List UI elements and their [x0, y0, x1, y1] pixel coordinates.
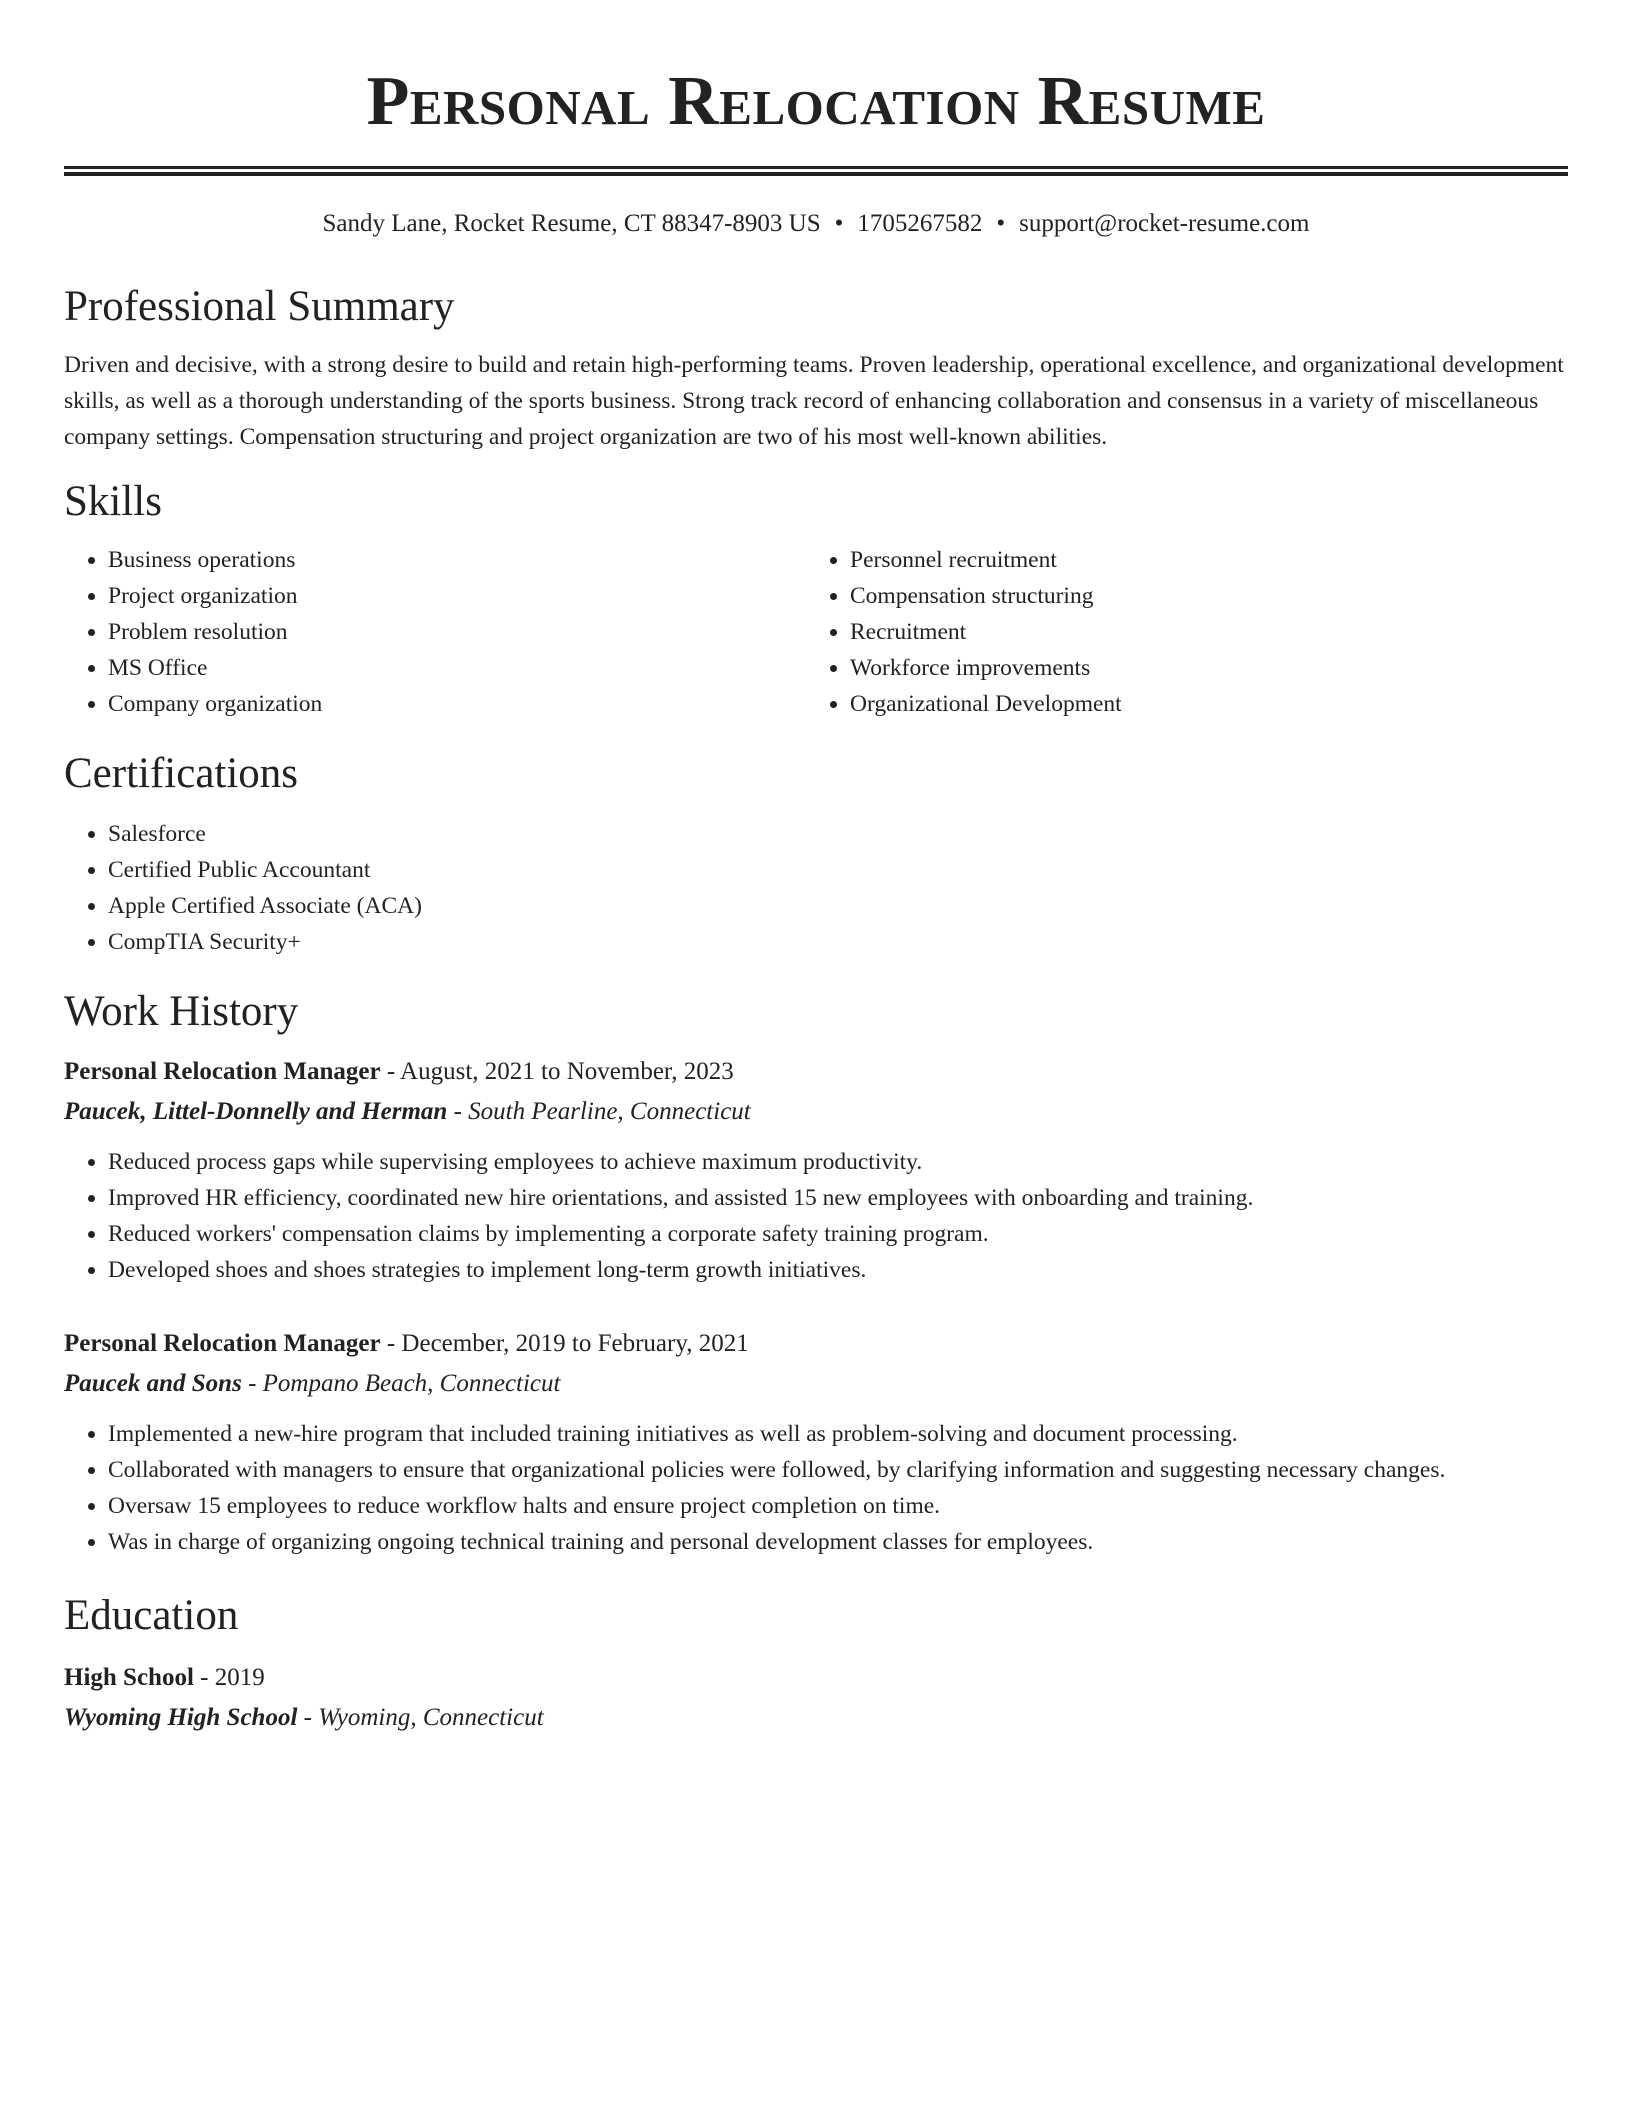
job-duties-list — [64, 1144, 1568, 1288]
duty-item: • Reduced workers' compensation claims by implementing a corporate safety training program. — [108, 1216, 1568, 1252]
duty-item: • Was in charge of organizing ongoing technical training and personal development classes for employees. — [108, 1524, 1568, 1560]
job-entry — [64, 1052, 1568, 1288]
education-school: Wyoming High School — [64, 1704, 298, 1731]
job-company-line — [64, 1364, 1568, 1404]
duty-item: • Improved HR efficiency, coordinated new hire orientations, and assisted 15 new employees with onboarding and training. — [108, 1180, 1568, 1216]
skill-item: • Company organization — [108, 686, 806, 722]
education-degree-line — [64, 1658, 1568, 1698]
skills-list-right — [806, 542, 1568, 722]
education-entry — [64, 1658, 1568, 1738]
education-location: - Wyoming, Connecticut — [297, 1704, 544, 1731]
job-location: - Pompano Beach, Connecticut — [241, 1370, 561, 1397]
skill-item: • Organizational Development — [850, 686, 1568, 722]
summary-heading: Professional Summary — [64, 283, 455, 330]
job-duties-list — [64, 1416, 1568, 1560]
summary-text: Driven and decisive, with a strong desire to build and retain high-performing teams. Proven leadership, operational excellence, and organizational development skills, as well as a thorough understanding of the sports business. Strong track record of enhancing collaboration and consensus in a variety of miscellaneous company settings. Compensation structuring and project organization are two of his most well-known abilities. — [64, 352, 1564, 450]
contact-separator: • — [834, 210, 844, 237]
work-history-heading: Work History — [64, 988, 299, 1035]
certification-item: • CompTIA Security+ — [108, 924, 1568, 960]
certification-item: • Salesforce — [108, 816, 1568, 852]
job-dates: - December, 2019 to February, 2021 — [380, 1330, 749, 1357]
education-degree: High School — [64, 1664, 194, 1691]
skills-list-left — [64, 542, 806, 722]
education-heading: Education — [64, 1592, 239, 1639]
job-title: Personal Relocation Manager — [64, 1330, 381, 1357]
contact-separator: • — [996, 210, 1006, 237]
education-school-line — [64, 1698, 1568, 1738]
skill-item: • Workforce improvements — [850, 650, 1568, 686]
job-title: Personal Relocation Manager — [64, 1058, 381, 1085]
skills-columns — [64, 542, 1568, 722]
skill-item: • Compensation structuring — [850, 578, 1568, 614]
skill-item: • Business operations — [108, 542, 806, 578]
certifications-list — [64, 816, 1568, 960]
job-title-line — [64, 1324, 1568, 1364]
job-entry — [64, 1324, 1568, 1560]
job-company: Paucek, Littel-Donnelly and Herman — [64, 1098, 448, 1125]
skill-item: • Problem resolution — [108, 614, 806, 650]
contact-line — [64, 209, 1568, 239]
certification-item: • Apple Certified Associate (ACA) — [108, 888, 1568, 924]
job-title-line — [64, 1052, 1568, 1092]
duty-item: • Developed shoes and shoes strategies to implement long-term growth initiatives. — [108, 1252, 1568, 1288]
skill-item: • Personnel recruitment — [850, 542, 1568, 578]
title-divider — [64, 166, 1568, 176]
contact-address: Sandy Lane, Rocket Resume, CT 88347-8903 US — [322, 210, 821, 237]
duty-item: • Collaborated with managers to ensure that organizational policies were followed, by clarifying information and suggesting necessary changes. — [108, 1452, 1568, 1488]
certifications-heading: Certifications — [64, 750, 299, 797]
education-year: - 2019 — [193, 1664, 265, 1691]
duty-item: • Oversaw 15 employees to reduce workflow halts and ensure project completion on time. — [108, 1488, 1568, 1524]
job-location: - South Pearline, Connecticut — [447, 1098, 751, 1125]
skills-heading: Skills — [64, 478, 162, 525]
duty-item: • Reduced process gaps while supervising employees to achieve maximum productivity. — [108, 1144, 1568, 1180]
job-dates: - August, 2021 to November, 2023 — [380, 1058, 734, 1085]
contact-phone: 1705267582 — [857, 210, 983, 237]
job-company: Paucek and Sons — [64, 1370, 242, 1397]
certification-item: • Certified Public Accountant — [108, 852, 1568, 888]
skill-item: • MS Office — [108, 650, 806, 686]
duty-item: • Implemented a new-hire program that included training initiatives as well as problem-solving and document processing. — [108, 1416, 1568, 1452]
contact-email: support@rocket-resume.com — [1019, 210, 1310, 237]
skill-item: • Recruitment — [850, 614, 1568, 650]
skill-item: • Project organization — [108, 578, 806, 614]
job-company-line — [64, 1092, 1568, 1132]
resume-title: Personal Relocation Resume — [366, 63, 1266, 140]
